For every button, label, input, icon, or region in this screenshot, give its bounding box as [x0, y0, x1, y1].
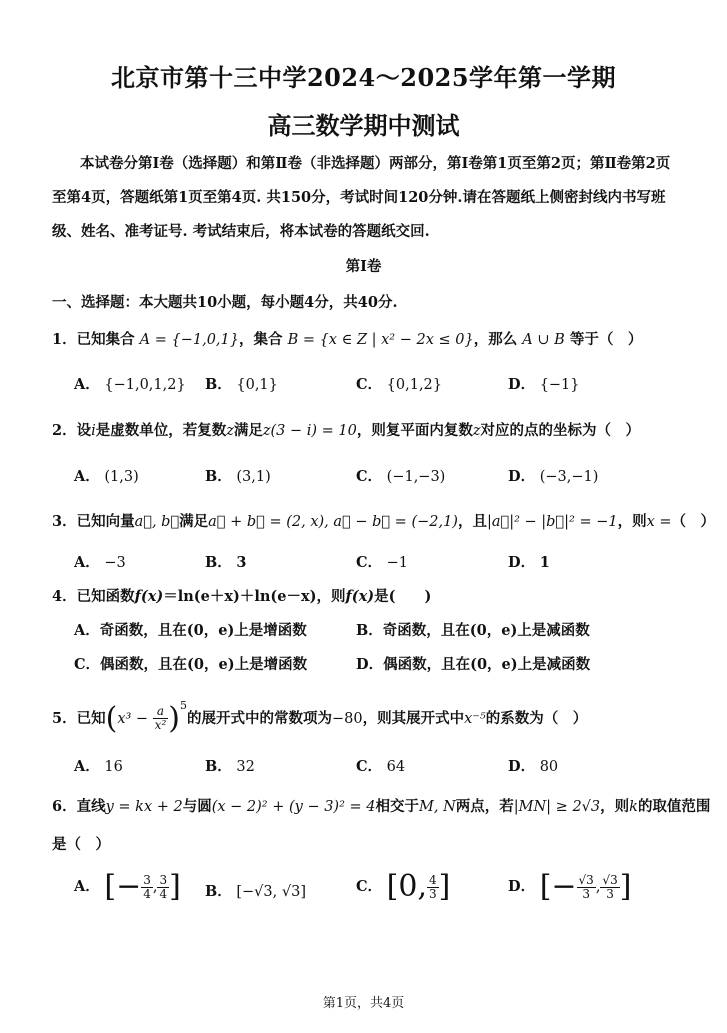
text-span: z(3 − i) = 10	[262, 423, 357, 439]
text-span: D．	[508, 878, 536, 895]
option-c[interactable]	[356, 755, 405, 776]
text-span: A．	[74, 878, 100, 895]
text-span: 80	[539, 759, 559, 775]
option-c[interactable]	[74, 653, 307, 674]
text-span: 两点，若	[455, 798, 514, 815]
text-span: −80	[331, 710, 363, 727]
text-span: 4	[143, 886, 151, 901]
text-span: k	[629, 799, 638, 815]
text-span: 相交于	[375, 798, 419, 815]
text-span: 3	[236, 554, 247, 571]
text-span: ]	[169, 869, 181, 904]
volume-heading: 第Ⅰ卷	[345, 258, 382, 275]
text-span: M, N	[419, 799, 456, 815]
text-span: 3	[428, 886, 437, 901]
text-span: 的取值范围	[637, 798, 711, 815]
text-span: D．	[508, 554, 536, 571]
text-span: A．	[74, 468, 100, 485]
option-c[interactable]	[356, 465, 445, 486]
question-2	[52, 419, 640, 440]
text-span: 16	[104, 759, 123, 775]
text-span: 的展开式中的常数项为	[186, 709, 332, 727]
option-b[interactable]	[205, 880, 306, 901]
text-span: D．	[508, 468, 536, 485]
text-span: (	[105, 700, 118, 736]
text-span: z	[472, 423, 481, 439]
text-span: C．	[356, 758, 383, 775]
text-span: ，则	[600, 798, 630, 815]
text-span: A．	[74, 622, 100, 639]
text-span: ]	[438, 869, 451, 904]
text-span: (x − 2)² + (y − 3)² = 4	[211, 799, 376, 815]
text-span: z	[226, 423, 234, 439]
text-span: |a⃗|² − |b⃗|² = −1	[486, 514, 618, 530]
text-span: B．	[205, 883, 232, 900]
text-span: (3,1)	[236, 469, 271, 485]
text-span: ，那么	[473, 331, 518, 348]
text-span: f(x)	[134, 588, 164, 605]
text-span: 3	[582, 886, 590, 901]
text-span: √3	[602, 872, 618, 887]
text-span: {−1}	[539, 377, 580, 393]
text-span: 已知集合	[76, 331, 135, 348]
text-span: i	[91, 423, 96, 439]
text-span: A．	[74, 758, 100, 775]
text-span: B = {x ∈ Z | x² − 2x ≤ 0}	[287, 332, 474, 348]
text-span: 等于（ ）	[569, 331, 643, 348]
option-a[interactable]	[74, 619, 307, 640]
text-span: ,	[595, 879, 601, 895]
text-span: A．	[74, 376, 100, 393]
option-d[interactable]	[508, 551, 550, 572]
question-number: 1．	[52, 331, 77, 348]
text-span: x =	[646, 514, 672, 530]
section-heading: 一、选择题：本大题共10小题，每小题4分，共40分.	[52, 294, 398, 311]
option-a[interactable]	[74, 755, 123, 776]
question-6	[52, 795, 710, 816]
option-a[interactable]	[74, 869, 181, 904]
text-span: 1	[539, 554, 550, 571]
text-span: ，则复平面内复数	[356, 422, 473, 439]
text-span: D．	[508, 376, 536, 393]
option-d[interactable]	[508, 755, 558, 776]
text-span: （ ）	[671, 513, 716, 530]
text-span: ，则	[617, 513, 647, 530]
option-b[interactable]	[205, 551, 246, 572]
text-span: {0,1,2}	[386, 377, 443, 393]
text-span: 偶函数，且在(0，e)上是减函数	[383, 656, 591, 673]
text-span: 6．	[52, 798, 77, 815]
fraction	[153, 705, 169, 732]
text-span: 满足	[179, 513, 209, 530]
text-span: 4．	[52, 588, 77, 605]
text-span: 奇函数，且在(0，e)上是减函数	[382, 622, 590, 639]
text-span: [−√3, √3]	[236, 884, 306, 900]
text-span: x²	[154, 718, 167, 733]
text-span: 直线	[76, 798, 106, 815]
text-span: B．	[356, 622, 383, 639]
text-span: x⁻⁵	[464, 710, 486, 727]
text-span: [−	[539, 869, 577, 904]
fraction	[427, 874, 439, 901]
question-4	[52, 585, 431, 606]
text-span: B．	[205, 554, 232, 571]
text-span: 3	[143, 872, 151, 887]
text-span: B．	[205, 758, 232, 775]
text-span: 3	[159, 872, 168, 887]
text-span: a⃗, b⃗	[134, 514, 180, 530]
text-span: 4	[159, 886, 168, 901]
exam-title: 北京市第十三中学2024～2025学年第一学期	[110, 63, 617, 92]
text-span: ，集合	[239, 331, 283, 348]
text-span: 已知向量	[76, 513, 135, 530]
option-d[interactable]	[508, 465, 598, 486]
text-span: D．	[508, 758, 536, 775]
fraction	[157, 874, 169, 901]
question-3	[52, 510, 715, 531]
option-b[interactable]	[205, 373, 278, 394]
text-span: ，且	[457, 513, 487, 530]
text-span: [0,	[386, 869, 427, 904]
text-span: 偶函数，且在(0，e)上是增函数	[100, 656, 308, 673]
text-span: 是虚数单位，若复数	[95, 422, 227, 439]
text-span: B．	[205, 376, 232, 393]
fraction	[141, 874, 153, 901]
fraction	[577, 874, 596, 901]
question-6-cont: 是（ ）	[52, 836, 110, 853]
text-span: (−1,−3)	[386, 469, 446, 485]
text-span: ]	[619, 869, 632, 904]
text-span: 设	[76, 422, 92, 439]
text-span: 32	[236, 759, 255, 775]
text-span: A．	[74, 554, 100, 571]
option-a[interactable]	[74, 465, 139, 486]
option-c[interactable]	[356, 373, 442, 394]
text-span: 对应的点的坐标为（ ）	[480, 422, 641, 439]
text-span: 与圆	[182, 798, 212, 815]
exam-subtitle: 高三数学期中测试	[267, 111, 460, 140]
text-span: A ∪ B	[522, 332, 565, 348]
text-span: C．	[74, 656, 101, 673]
text-span: C．	[356, 554, 383, 571]
text-span: (1,3)	[104, 469, 139, 485]
text-span: 3．	[52, 513, 77, 530]
text-span: C．	[356, 468, 383, 485]
text-span: ，则其展开式中	[362, 709, 465, 727]
option-b[interactable]	[356, 619, 590, 640]
text-span: 3	[606, 886, 614, 901]
option-d[interactable]	[356, 653, 590, 674]
option-d[interactable]	[508, 373, 580, 394]
text-span: )	[168, 700, 180, 736]
option-c[interactable]	[356, 551, 408, 572]
text-span: [−	[104, 869, 142, 904]
option-c[interactable]	[356, 869, 451, 904]
text-span: {−1,0,1,2}	[104, 377, 186, 393]
exam-instructions: 本试卷分第Ⅰ卷（选择题）和第Ⅱ卷（非选择题）两部分，第Ⅰ卷第1页至第2页；第Ⅱ卷第2页至第4页，答题纸第1页至第4页. 共150分，考试时间120分钟.请在答题纸上侧密封线内书写班级、姓名、准考证号. 考试结束后，将本试卷的答题纸交回.	[52, 155, 671, 240]
text-span: 2．	[52, 422, 77, 439]
text-span: {0,1}	[236, 377, 278, 393]
page-footer: 第1页，共4页	[322, 996, 405, 1011]
text-span: D．	[356, 656, 384, 673]
option-a[interactable]	[74, 551, 126, 572]
text-span: √3	[578, 872, 594, 887]
text-span: (−3,−1)	[539, 469, 599, 485]
text-span: x³ −	[117, 710, 153, 727]
text-span: −1	[386, 555, 409, 571]
text-span: C．	[356, 878, 383, 895]
text-span: 5	[179, 699, 187, 712]
text-span: 4	[428, 872, 437, 887]
text-span: 5．	[52, 709, 77, 727]
option-b[interactable]	[205, 755, 255, 776]
text-span: B．	[205, 468, 232, 485]
text-span: a⃗ + b⃗ = (2, x), a⃗ − b⃗ = (−2,1)	[208, 514, 458, 530]
text-span: |MN| ≥ 2√3	[513, 799, 601, 815]
text-span: 是( )	[374, 588, 432, 605]
option-a[interactable]	[74, 373, 186, 394]
fraction	[600, 874, 619, 901]
text-span: 已知函数	[76, 588, 135, 605]
text-span: y = kx + 2	[105, 799, 183, 815]
text-span: C．	[356, 376, 383, 393]
text-span: A = {−1,0,1}	[139, 332, 239, 348]
text-span: ＝ln(e＋x)＋ln(e－x)，则	[163, 588, 346, 605]
text-span: ,	[152, 879, 158, 895]
text-span: 64	[386, 759, 406, 775]
text-span: 满足	[233, 422, 263, 439]
text-span: f(x)	[345, 588, 375, 605]
option-b[interactable]	[205, 465, 271, 486]
text-span: 已知	[76, 709, 106, 727]
text-span: 的系数为（ ）	[485, 709, 588, 727]
text-span: 奇函数，且在(0，e)上是增函数	[99, 622, 307, 639]
text-span: −3	[104, 555, 126, 571]
question-1	[52, 328, 642, 349]
text-span: a	[153, 705, 169, 719]
option-d[interactable]	[508, 869, 632, 904]
question-5	[52, 694, 587, 739]
